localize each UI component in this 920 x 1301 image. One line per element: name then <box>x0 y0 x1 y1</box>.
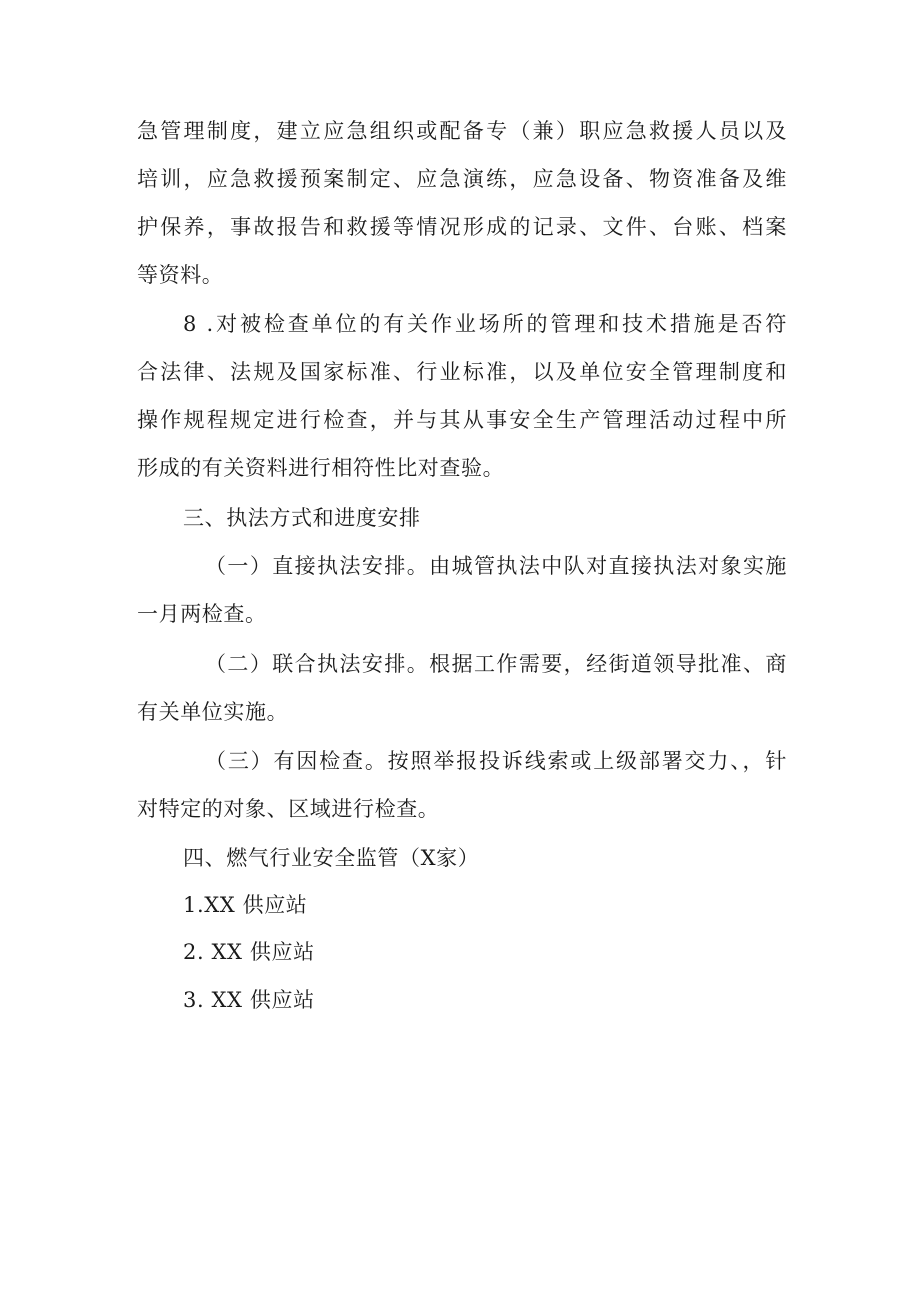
paragraph-line: 有关单位实施。 <box>137 700 289 724</box>
paragraph-line: 一月两检查。 <box>137 602 267 626</box>
paragraph-line: 合法律、法规及国家标准、行业标准，以及单位安全管理制度和 <box>137 360 787 384</box>
section-heading: 三、执法方式和进度安排 <box>183 506 421 530</box>
paragraph-line: 8 .对被检查单位的有关作业场所的管理和技术措施是否符 <box>183 312 787 336</box>
paragraph-line: （二）联合执法安排。根据工作需要，经街道领导批准、商 <box>205 652 787 676</box>
list-item: 1.XX 供应站 <box>183 893 308 917</box>
list-item: 2. XX 供应站 <box>183 940 315 964</box>
paragraph-line: 对特定的对象、区域进行检查。 <box>137 797 440 821</box>
paragraph-line: 培训，应急救援预案制定、应急演练，应急设备、物资准备及维 <box>137 167 787 191</box>
list-item: 3. XX 供应站 <box>183 988 315 1012</box>
section-heading: 四、燃气行业安全监管（X家） <box>183 846 480 870</box>
paragraph-line: （三）有因检查。按照举报投诉线索或上级部署交力、，针 <box>205 749 787 773</box>
paragraph-line: 急管理制度，建立应急组织或配备专（兼）职应急救援人员以及 <box>137 119 787 143</box>
paragraph-line: 形成的有关资料进行相符性比对查验。 <box>137 456 505 480</box>
paragraph-line: （一）直接执法安排。由城管执法中队对直接执法对象实施 <box>205 554 787 578</box>
paragraph-line: 护保养，事故报告和救援等情况形成的记录、文件、台账、档案 <box>137 215 787 239</box>
paragraph-line: 操作规程规定进行检查，并与其从事安全生产管理活动过程中所 <box>137 408 787 432</box>
paragraph-line: 等资料。 <box>137 263 224 287</box>
